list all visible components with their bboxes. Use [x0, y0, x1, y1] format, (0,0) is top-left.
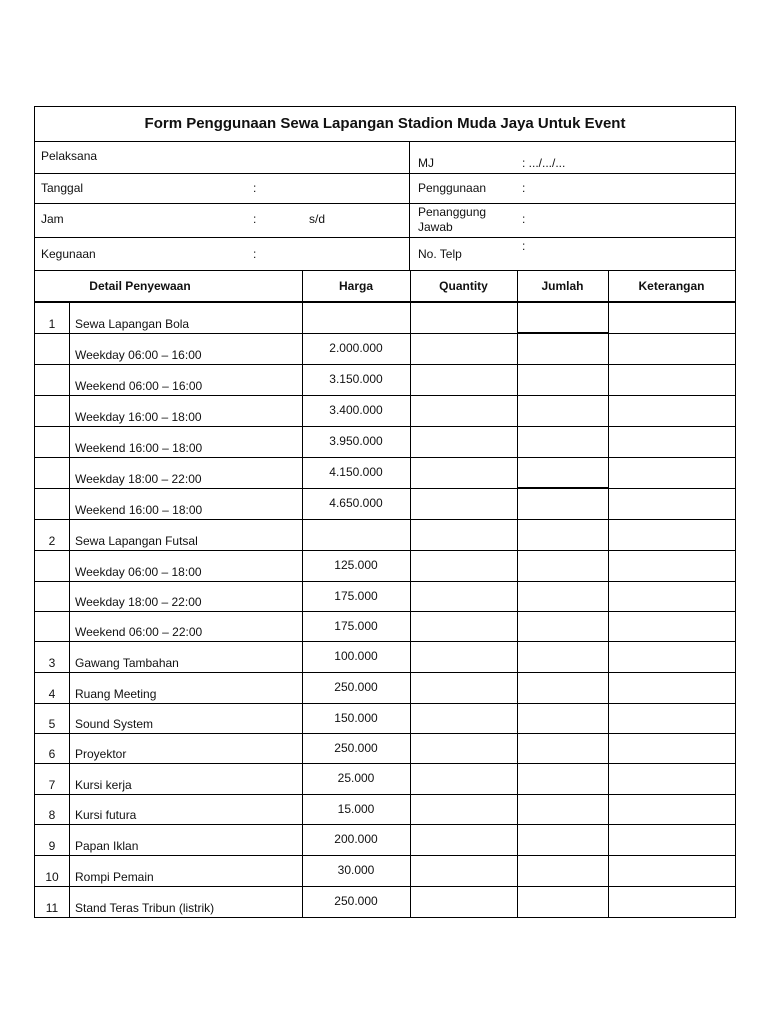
table-row — [35, 795, 735, 825]
column-header-harga: Harga — [338, 279, 373, 293]
rental-item: Sewa Lapangan Bola — [75, 317, 190, 331]
price-cell: 175.000 — [334, 589, 378, 603]
jam-label: Jam — [41, 212, 64, 226]
price-cell: 250.000 — [334, 741, 378, 755]
row-number: 10 — [45, 870, 59, 884]
header-row-pelaksana — [35, 142, 735, 174]
no-telp-field[interactable]: : — [522, 239, 526, 253]
rental-item: Weekday 06:00 – 18:00 — [75, 565, 202, 579]
table-row — [35, 764, 735, 795]
price-cell: 250.000 — [334, 894, 378, 908]
row-number: 2 — [48, 534, 56, 548]
rental-item: Weekend 16:00 – 18:00 — [75, 441, 203, 455]
header-row-tanggal — [35, 174, 735, 204]
penanggung-jawab-field[interactable]: : — [522, 212, 526, 226]
price-cell: 3.150.000 — [329, 372, 383, 386]
table-row — [35, 396, 735, 427]
row-number: 5 — [48, 717, 56, 731]
table-row — [35, 642, 735, 673]
rental-item: Papan Iklan — [75, 839, 139, 853]
penggunaan-label: Penggunaan — [418, 181, 487, 195]
price-cell: 3.400.000 — [329, 403, 383, 417]
table-row — [35, 520, 735, 551]
row-number: 8 — [48, 808, 56, 822]
jam-field[interactable]: : — [253, 212, 257, 226]
jam-sd-label: s/d — [309, 212, 326, 226]
rental-item: Weekday 06:00 – 16:00 — [75, 348, 202, 362]
rental-item: Kursi kerja — [75, 778, 132, 792]
table-row — [35, 856, 735, 887]
column-header-quantity: Quantity — [439, 279, 488, 293]
form-title: Form Penggunaan Sewa Lapangan Stadion Muda Jaya Untuk Event — [35, 107, 735, 142]
table-row — [35, 303, 735, 334]
tanggal-label: Tanggal — [41, 181, 84, 195]
table-row — [35, 825, 735, 856]
table-row — [35, 458, 735, 489]
column-header-detail: Detail Penyewaan — [89, 279, 191, 293]
header-row-kegunaan — [35, 238, 735, 271]
row-number: 7 — [48, 778, 56, 792]
price-cell: 150.000 — [334, 711, 378, 725]
table-row — [35, 673, 735, 704]
kegunaan-label: Kegunaan — [41, 247, 96, 261]
price-cell: 15.000 — [337, 802, 375, 816]
price-cell: 4.650.000 — [329, 496, 383, 510]
rental-item: Weekend 16:00 – 18:00 — [75, 503, 203, 517]
rental-item: Sound System — [75, 717, 154, 731]
header-row-jam — [35, 204, 735, 238]
price-cell: 125.000 — [334, 558, 378, 572]
column-header-jumlah: Jumlah — [541, 279, 584, 293]
no-telp-label: No. Telp — [418, 247, 462, 261]
table-row — [35, 612, 735, 642]
kegunaan-field[interactable]: : — [253, 247, 257, 261]
price-cell: 100.000 — [334, 649, 378, 663]
penanggung-label: Penanggung — [418, 205, 487, 219]
penggunaan-field[interactable]: : — [522, 181, 526, 195]
table-row — [35, 365, 735, 396]
rental-item: Kursi futura — [75, 808, 137, 822]
price-cell: 25.000 — [337, 771, 375, 785]
rental-item: Stand Teras Tribun (listrik) — [75, 901, 215, 915]
price-cell: 200.000 — [334, 832, 378, 846]
price-cell: 30.000 — [337, 863, 375, 877]
table-row — [35, 427, 735, 458]
price-cell: 3.950.000 — [329, 434, 383, 448]
rental-item: Weekend 06:00 – 16:00 — [75, 379, 203, 393]
row-number: 1 — [48, 317, 56, 331]
table-row — [35, 734, 735, 764]
rental-item: Weekday 18:00 – 22:00 — [75, 595, 202, 609]
mj-value[interactable]: : .../.../... — [522, 156, 566, 170]
table-row — [35, 582, 735, 612]
rental-item: Rompi Pemain — [75, 870, 154, 884]
jawab-label: Jawab — [418, 220, 453, 234]
row-number: 9 — [48, 839, 56, 853]
rental-item: Ruang Meeting — [75, 687, 157, 701]
rental-item: Sewa Lapangan Futsal — [75, 534, 198, 548]
column-header-keterangan: Keterangan — [638, 279, 705, 293]
row-number: 6 — [48, 747, 56, 761]
table-header — [35, 271, 735, 303]
rental-form — [34, 106, 736, 918]
row-number: 4 — [48, 687, 56, 701]
price-cell: 4.150.000 — [329, 465, 383, 479]
table-row — [35, 887, 735, 917]
rental-item: Weekday 18:00 – 22:00 — [75, 472, 202, 486]
table-row — [35, 334, 735, 365]
rental-item: Weekday 16:00 – 18:00 — [75, 410, 202, 424]
row-number: 11 — [45, 901, 59, 915]
mj-label: MJ — [418, 156, 434, 170]
price-cell: 2.000.000 — [329, 341, 383, 355]
rental-item: Weekend 06:00 – 22:00 — [75, 625, 203, 639]
table-body — [35, 303, 735, 917]
table-row — [35, 704, 735, 734]
tanggal-field[interactable]: : — [253, 181, 257, 195]
pelaksana-label: Pelaksana — [41, 149, 98, 163]
price-cell: 250.000 — [334, 680, 378, 694]
row-number: 3 — [48, 656, 56, 670]
table-row — [35, 489, 735, 520]
price-cell: 175.000 — [334, 619, 378, 633]
rental-item: Proyektor — [75, 747, 127, 761]
table-row — [35, 551, 735, 582]
rental-item: Gawang Tambahan — [75, 656, 179, 670]
